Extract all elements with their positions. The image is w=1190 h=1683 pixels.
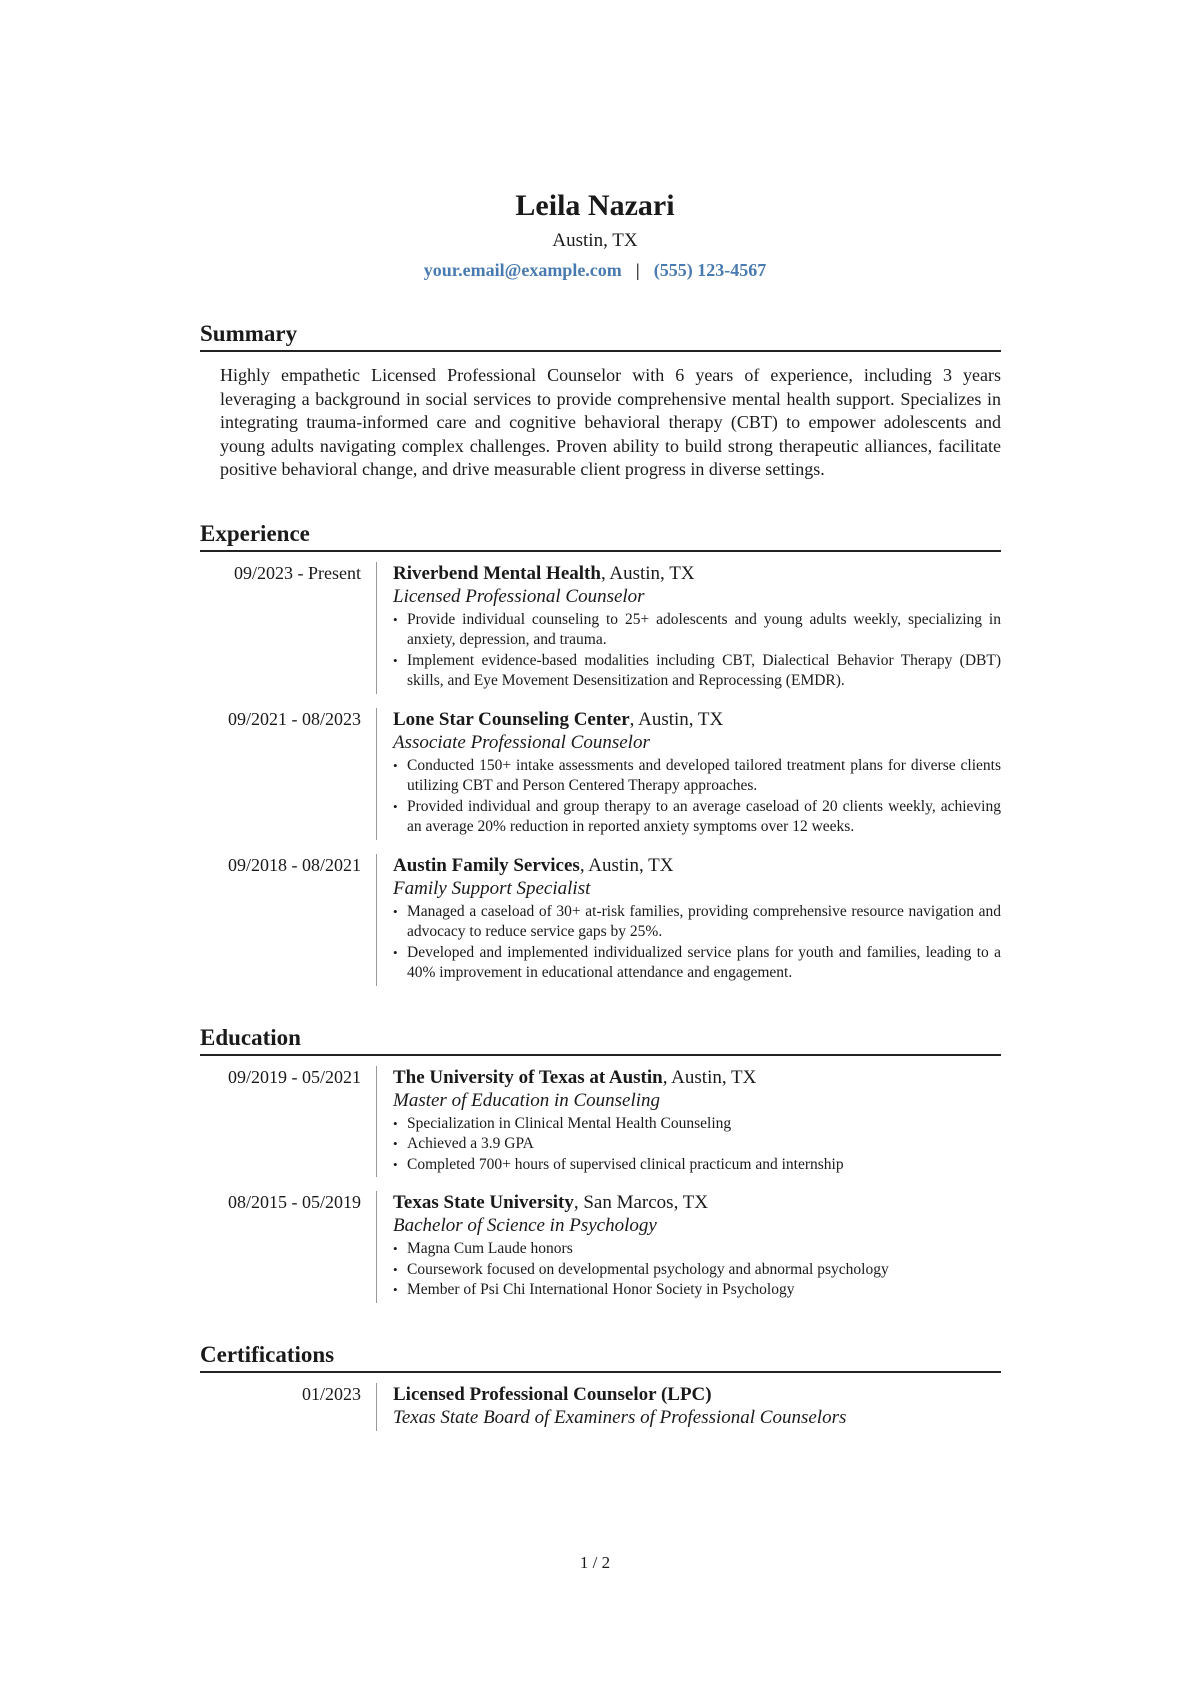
entry-heading: [393, 854, 1001, 877]
section-title-certifications: Certifications: [200, 1341, 1001, 1373]
summary-text: Highly empathetic Licensed Professional Counselor with 6 years of experience, including 3 years leveraging a background in social services to provide comprehensive mental health support. Specializes in integrating trauma-informed care and cognitive behavioral therapy (CBT) to empower adolescents and young adults navigating complex challenges. Proven ability to build strong therapeutic alliances, facilitate positive behavioral change, and drive measurable client progress in diverse settings.: [220, 365, 1001, 479]
bullet-item: • Completed 700+ hours of supervised clinical practicum and internship: [393, 1155, 1001, 1176]
certifications-section: [200, 1341, 1001, 1431]
entry-role: Associate Professional Counselor: [393, 731, 650, 753]
entry-bullets: [393, 1239, 1001, 1301]
resume-page: [200, 188, 1001, 1431]
page-number: 1 / 2: [579, 1553, 611, 1572]
entry-place: , Austin, TX: [662, 1066, 757, 1088]
entry-heading: [393, 562, 1001, 585]
section-title-experience: Experience: [200, 520, 1001, 552]
certification-entry: [200, 1383, 1001, 1431]
entry-body: [376, 562, 1001, 694]
section-title-summary: Summary: [200, 320, 1001, 352]
bullet-item: • Member of Psi Chi International Honor Society in Psychology: [393, 1280, 1001, 1301]
bullet-item: • Managed a caseload of 30+ at-risk families, providing comprehensive resource navigation and advocacy to reduce service gaps by 25%.: [393, 902, 1001, 943]
certification-issuer: Texas State Board of Examiners of Professional Counselors: [393, 1406, 847, 1428]
entry-role: Master of Education in Counseling: [393, 1089, 661, 1111]
entry-date: 09/2023 - Present: [234, 562, 361, 583]
entry-bullets: [393, 1114, 1001, 1176]
bullet-item: • Provide individual counseling to 25+ adolescents and young adults weekly, specializing in anxiety, depression, and trauma.: [393, 610, 1001, 651]
certification-name: Licensed Professional Counselor (LPC): [393, 1383, 712, 1405]
experience-entry: [200, 708, 1001, 840]
summary-section: [200, 320, 1001, 482]
entry-organization: Texas State University: [393, 1192, 574, 1213]
bullet-item: • Specialization in Clinical Mental Health Counseling: [393, 1114, 1001, 1135]
entry-organization: The University of Texas at Austin: [393, 1066, 663, 1088]
entry-organization: Austin Family Services: [393, 854, 580, 876]
bullet-item: • Conducted 150+ intake assessments and developed tailored treatment plans for diverse clients utilizing CBT and Person Centered Therapy approaches.: [393, 756, 1001, 797]
contact-separator: |: [635, 260, 640, 280]
entry-heading: [393, 1066, 1001, 1089]
contact-line: [0, 258, 1190, 282]
email-link[interactable]: your.email@example.com: [423, 260, 622, 280]
entry-body: [376, 1383, 1001, 1431]
entry-heading: [393, 708, 1001, 731]
entry-role: Family Support Specialist: [393, 877, 591, 899]
entry-role: Bachelor of Science in Psychology: [393, 1215, 657, 1236]
entry-date: 09/2021 - 08/2023: [228, 708, 361, 729]
entry-date: 09/2019 - 05/2021: [228, 1066, 361, 1087]
entry-heading: [393, 1191, 1001, 1214]
entry-place: , Austin, TX: [629, 708, 724, 730]
entry-organization: Lone Star Counseling Center: [393, 708, 630, 730]
entry-body: [376, 854, 1001, 986]
bullet-item: • Developed and implemented individualized service plans for youth and families, leading to a 40% improvement in educational attendance and engagement.: [393, 943, 1001, 984]
entry-body: [376, 1191, 1001, 1303]
resume-header: [0, 188, 1190, 282]
experience-entry: [200, 562, 1001, 694]
entry-date: 08/2015 - 05/2019: [228, 1192, 361, 1212]
experience-section: [200, 520, 1001, 986]
education-section: [200, 1024, 1001, 1303]
section-title-education: Education: [200, 1024, 1001, 1056]
bullet-item: • Provided individual and group therapy to an average caseload of 20 clients weekly, achieving an average 20% reduction in reported anxiety symptoms over 12 weeks.: [393, 797, 1001, 838]
entry-date: 01/2023: [301, 1383, 361, 1404]
entry-place: , Austin, TX: [600, 562, 695, 584]
entry-bullets: [393, 756, 1001, 838]
candidate-location: Austin, TX: [552, 230, 638, 251]
entry-bullets: [393, 610, 1001, 692]
bullet-item: • Achieved a 3.9 GPA: [393, 1134, 1001, 1155]
experience-entry: [200, 854, 1001, 986]
entry-body: [376, 708, 1001, 840]
candidate-name: Leila Nazari: [515, 189, 675, 222]
entry-date: 09/2018 - 08/2021: [228, 854, 361, 875]
phone-link[interactable]: (555) 123-4567: [653, 260, 767, 280]
entry-organization: Riverbend Mental Health: [393, 562, 601, 584]
bullet-item: • Magna Cum Laude honors: [393, 1239, 1001, 1260]
entry-place: , San Marcos, TX: [573, 1192, 709, 1213]
entry-role: Licensed Professional Counselor: [393, 585, 645, 607]
entry-place: , Austin, TX: [579, 854, 674, 876]
education-entry: [200, 1066, 1001, 1178]
entry-bullets: [393, 902, 1001, 984]
bullet-item: • Coursework focused on developmental psychology and abnormal psychology: [393, 1260, 1001, 1281]
bullet-item: • Implement evidence-based modalities including CBT, Dialectical Behavior Therapy (DBT) skills, and Eye Movement Desensitization and Reprocessing (EMDR).: [393, 651, 1001, 692]
entry-heading: [393, 1383, 1001, 1406]
education-entry: [200, 1191, 1001, 1303]
entry-body: [376, 1066, 1001, 1178]
